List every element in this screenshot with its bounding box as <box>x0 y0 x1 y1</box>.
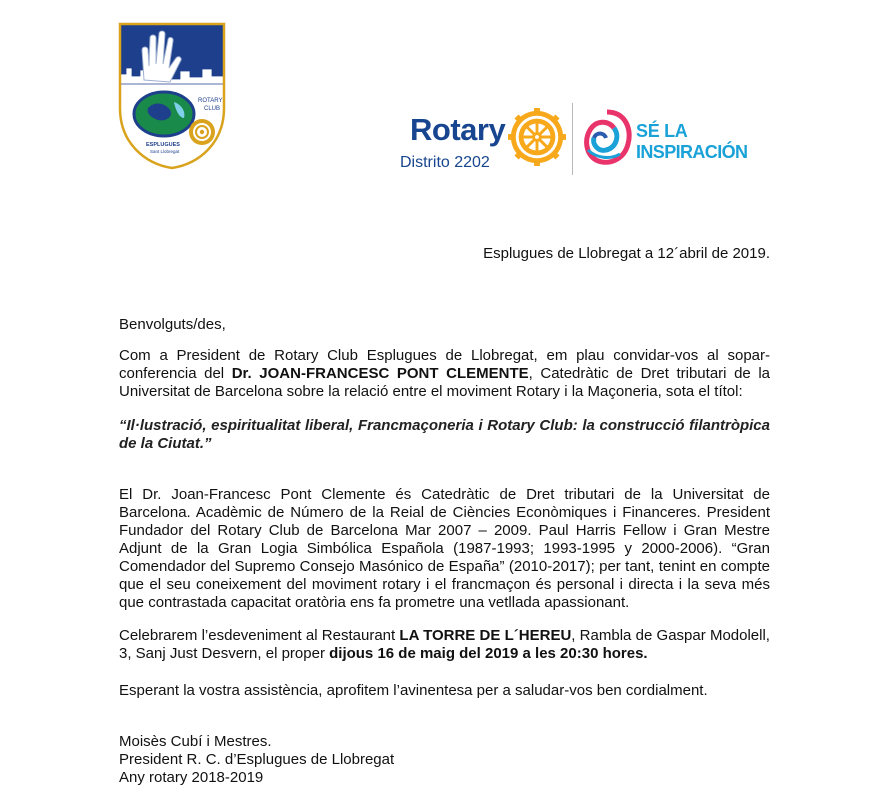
rotary-brand-text: Rotary <box>410 112 506 147</box>
crest-wheel-icon <box>189 119 215 145</box>
theme-text-line1: SÉ LA <box>636 121 688 141</box>
signature-block <box>119 733 394 787</box>
signature-name: Moisès Cubí i Mestres. <box>119 733 272 750</box>
signature-title: President R. C. d’Esplugues de Llobregat <box>119 751 395 768</box>
event-datetime: dijous 16 de maig del 2019 a les 20:30 hores. <box>329 645 648 662</box>
date-line: Esplugues de Llobregat a 12´abril de 2019. <box>483 245 770 262</box>
p3-middle: , Rambla de Gaspar Modolell, 3, Sanj Just Desvern, el proper <box>119 627 770 662</box>
speaker-bio-paragraph: El Dr. Joan-Francesc Pont Clemente és Catedràtic de Dret tributari de la Universitat de Barcelona. Acadèmic de Número de la Reial de Ciències Econòmiques i Financeres. President Fundador del Rotary Club de Barcelona Mar 2007 – 2009. Paul Harris Fellow i Gran Mestre Adjunt de la Gran Logia Simbólica Española (1987-1993; 1993-1995 y 2000-2006). “Gran Comendador del Supremo Consejo Masónico de España” (2010-2017); per tant, tenint en compte que el seu coneixement del moviment rotary i el francmaçon és personal i directa i la seva més que contrastada capacitat oratòria ens fa prometre una vetllada apassionant. <box>119 486 770 611</box>
invitation-paragraph <box>119 347 770 401</box>
p1-after: , Catedràtic de Dret tributari de la Universitat de Barcelona sobre la relació entre el moviment Rotary i la Maçoneria, sota el títol: <box>119 365 770 400</box>
crest-text-club: CLUB <box>204 106 221 112</box>
p3-before: Celebrarem l’esdeveniment al Restaurant <box>119 627 400 644</box>
district-text: Distrito 2202 <box>400 154 490 171</box>
p1-before: Com a President de Rotary Club Esplugues de Llobregat, em plau convidar-vos al sopar-conferencia del <box>119 347 770 382</box>
rotary-wheel-icon <box>508 108 566 166</box>
logo-divider <box>572 103 573 175</box>
speaker-name: Dr. JOAN-FRANCESC PONT CLEMENTE <box>231 365 529 382</box>
lecture-title-quote: “Il·lustració, espiritualitat liberal, Francmaçoneria i Rotary Club: la construcció filantròpica de la Ciutat.” <box>119 417 770 452</box>
signature-year: Any rotary 2018-2019 <box>119 769 264 786</box>
crest-text-name: ESPLUGUES <box>146 142 180 148</box>
greeting: Benvolguts/des, <box>119 316 226 333</box>
closing-paragraph: Esperant la vostra assistència, aprofitem l’avinentesa per a saludar-vos ben cordialment. <box>119 682 708 699</box>
club-crest-logo <box>118 22 226 170</box>
venue-paragraph <box>119 627 770 663</box>
inspiration-swirl-icon <box>582 108 632 168</box>
theme-text-line2: INSPIRACIÓN <box>636 142 748 162</box>
venue-name: LA TORRE DE L´HEREU <box>399 627 572 644</box>
crest-text-sub: Sant Llobregat <box>150 149 180 154</box>
crest-text-rotary: ROTARY <box>198 98 223 104</box>
